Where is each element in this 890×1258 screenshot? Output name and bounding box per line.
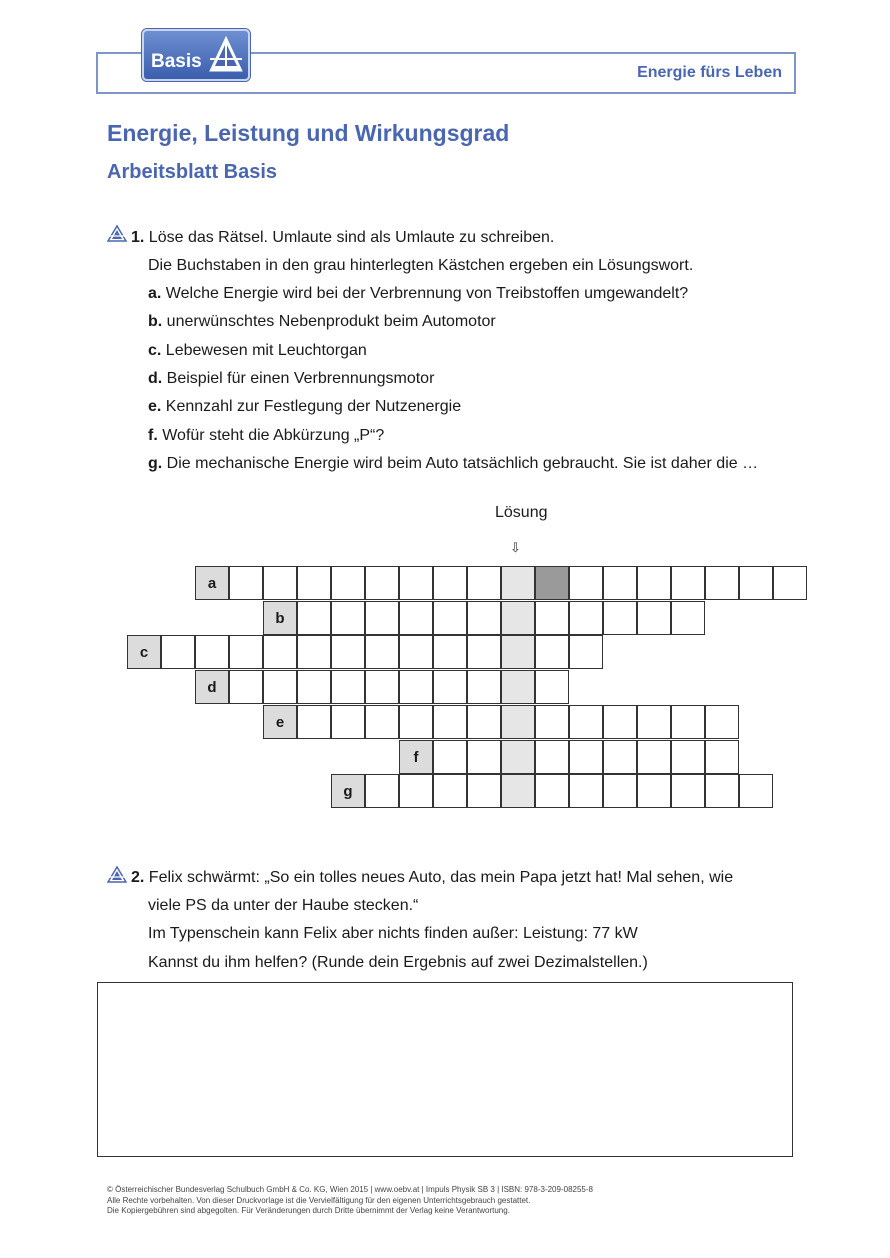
letter-cell[interactable] [297,635,331,669]
task1-intro [131,229,554,247]
letter-cell[interactable] [569,774,603,808]
letter-cell[interactable] [569,740,603,774]
letter-cell[interactable] [433,670,467,704]
level-pyramid-icon [107,225,127,242]
letter-cell[interactable] [671,740,705,774]
letter-cell[interactable] [705,705,739,739]
letter-cell[interactable] [399,774,433,808]
letter-cell[interactable] [331,705,365,739]
task2-line-4: Kannst du ihm helfen? (Runde dein Ergebnis auf zwei Dezimalstellen.) [148,954,648,971]
solution-cell[interactable] [501,635,535,669]
clue-letter: c. [148,342,162,359]
row-label-cell: a [195,566,229,600]
page-title: Energie, Leistung und Wirkungsgrad [107,120,510,146]
letter-cell[interactable] [535,705,569,739]
clue-letter: b. [148,313,163,330]
letter-cell[interactable] [263,670,297,704]
letter-cell[interactable] [467,705,501,739]
solution-cell[interactable] [501,774,535,808]
letter-cell[interactable] [569,601,603,635]
letter-cell[interactable] [637,774,671,808]
letter-cell[interactable] [603,774,637,808]
row-label-cell: d [195,670,229,704]
letter-cell[interactable] [399,566,433,600]
clue-item [148,285,688,303]
letter-cell[interactable] [161,635,195,669]
clue-text: Wofür steht die Abkürzung „P“? [162,427,385,444]
letter-cell[interactable] [535,670,569,704]
logo-text: Basis [151,51,202,72]
letter-cell[interactable] [535,635,569,669]
task2-line-2: viele PS da unter der Haube stecken.“ [148,897,419,914]
solution-cell[interactable] [501,740,535,774]
clue-letter: g. [148,455,163,472]
letter-cell[interactable] [535,601,569,635]
clue-text: Die mechanische Energie wird beim Auto tatsächlich gebraucht. Sie ist daher die … [166,455,759,472]
letter-cell[interactable] [331,670,365,704]
letter-cell[interactable] [399,635,433,669]
letter-cell[interactable] [705,566,739,600]
clue-text: Welche Energie wird bei der Verbrennung von Treibstoffen umgewandelt? [165,285,689,302]
letter-cell[interactable] [433,566,467,600]
clue-text: Lebewesen mit Leuchtorgan [165,342,367,359]
letter-cell[interactable] [399,705,433,739]
letter-cell[interactable] [569,566,603,600]
down-arrow-icon: ⇩ [510,540,521,555]
letter-cell[interactable] [671,601,705,635]
clue-letter: e. [148,398,162,415]
letter-cell[interactable] [467,635,501,669]
letter-cell[interactable] [263,566,297,600]
letter-cell[interactable] [365,670,399,704]
letter-cell[interactable] [433,774,467,808]
clue-item [148,370,434,388]
task1-instruction: Löse das Rätsel. Umlaute sind als Umlaute zu schreiben. [148,229,555,246]
letter-cell[interactable] [671,774,705,808]
clue-item [148,342,367,360]
clue-text: Beispiel für einen Verbrennungsmotor [166,370,435,387]
clue-item [148,313,496,331]
letter-cell[interactable] [535,566,569,600]
letter-cell[interactable] [467,566,501,600]
letter-cell[interactable] [229,566,263,600]
letter-cell[interactable] [637,566,671,600]
letter-cell[interactable] [467,740,501,774]
page-subtitle: Arbeitsblatt Basis [107,161,278,183]
letter-cell[interactable] [399,670,433,704]
pyramid-icon [208,35,244,73]
letter-cell[interactable] [331,635,365,669]
letter-cell[interactable] [535,774,569,808]
letter-cell[interactable] [365,774,399,808]
letter-cell[interactable] [365,705,399,739]
letter-cell[interactable] [569,635,603,669]
solution-label: Lösung [495,504,548,521]
letter-cell[interactable] [433,601,467,635]
letter-cell[interactable] [195,635,229,669]
letter-cell[interactable] [603,705,637,739]
letter-cell[interactable] [637,601,671,635]
clue-item [148,398,461,416]
letter-cell[interactable] [671,705,705,739]
letter-cell[interactable] [399,601,433,635]
letter-cell[interactable] [297,601,331,635]
letter-cell[interactable] [637,705,671,739]
basis-logo [142,29,250,81]
footer-rights: Alle Rechte vorbehalten. Von dieser Druckvorlage ist die Vervielfältigung für den eigenen Unterrichtsgebrauch gestattet. [107,1196,531,1205]
clue-text: Kennzahl zur Festlegung der Nutzenergie [165,398,462,415]
task2-line-1 [131,869,733,887]
letter-cell[interactable] [535,740,569,774]
letter-cell[interactable] [365,635,399,669]
clue-letter: f. [148,427,158,444]
task2-number: 2. [131,869,145,886]
task2-text-1: Felix schwärmt: „So ein tolles neues Auto, das mein Papa jetzt hat! Mal sehen, wie [148,869,734,886]
letter-cell[interactable] [739,774,773,808]
letter-cell[interactable] [705,740,739,774]
row-label-cell: e [263,705,297,739]
solution-cell[interactable] [501,601,535,635]
letter-cell[interactable] [263,635,297,669]
letter-cell[interactable] [569,705,603,739]
letter-cell[interactable] [365,601,399,635]
letter-cell[interactable] [229,635,263,669]
row-label-cell: b [263,601,297,635]
letter-cell[interactable] [705,774,739,808]
letter-cell[interactable] [773,566,807,600]
level-pyramid-icon [107,866,127,883]
letter-cell[interactable] [433,705,467,739]
clue-letter: d. [148,370,163,387]
letter-cell[interactable] [229,670,263,704]
row-label-cell: g [331,774,365,808]
letter-cell[interactable] [467,601,501,635]
letter-cell[interactable] [365,566,399,600]
answer-box[interactable] [97,982,793,1157]
task1-instruction-2: Die Buchstaben in den grau hinterlegten Kästchen ergeben ein Lösungswort. [148,257,694,274]
letter-cell[interactable] [603,740,637,774]
task2-line-3: Im Typenschein kann Felix aber nichts finden außer: Leistung: 77 kW [148,925,638,942]
clue-letter: a. [148,285,162,302]
letter-cell[interactable] [603,566,637,600]
letter-cell[interactable] [671,566,705,600]
letter-cell[interactable] [739,566,773,600]
letter-cell[interactable] [467,774,501,808]
solution-cell[interactable] [501,670,535,704]
task1-number: 1. [131,229,145,246]
letter-cell[interactable] [331,566,365,600]
letter-cell[interactable] [433,740,467,774]
footer-disclaimer: Die Kopiergebühren sind abgegolten. Für Veränderungen durch Dritte übernimmt der Verlag keine Verantwortung. [107,1206,510,1215]
letter-cell[interactable] [433,635,467,669]
letter-cell[interactable] [297,566,331,600]
clue-item [148,427,384,445]
solution-cell[interactable] [501,566,535,600]
letter-cell[interactable] [297,670,331,704]
series-title: Energie fürs Leben [637,64,782,81]
clue-text: unerwünschtes Nebenprodukt beim Automotor [166,313,496,330]
clue-item [148,455,758,473]
row-label-cell: c [127,635,161,669]
letter-cell[interactable] [467,670,501,704]
row-label-cell: f [399,740,433,774]
footer-copyright: © Österreichischer Bundesverlag Schulbuch GmbH & Co. KG, Wien 2015 | www.oebv.at | Impuls Physik SB 3 | ISBN: 978-3-209-08255-8 [107,1185,593,1194]
letter-cell[interactable] [297,705,331,739]
letter-cell[interactable] [603,601,637,635]
letter-cell[interactable] [331,601,365,635]
solution-cell[interactable] [501,705,535,739]
letter-cell[interactable] [637,740,671,774]
